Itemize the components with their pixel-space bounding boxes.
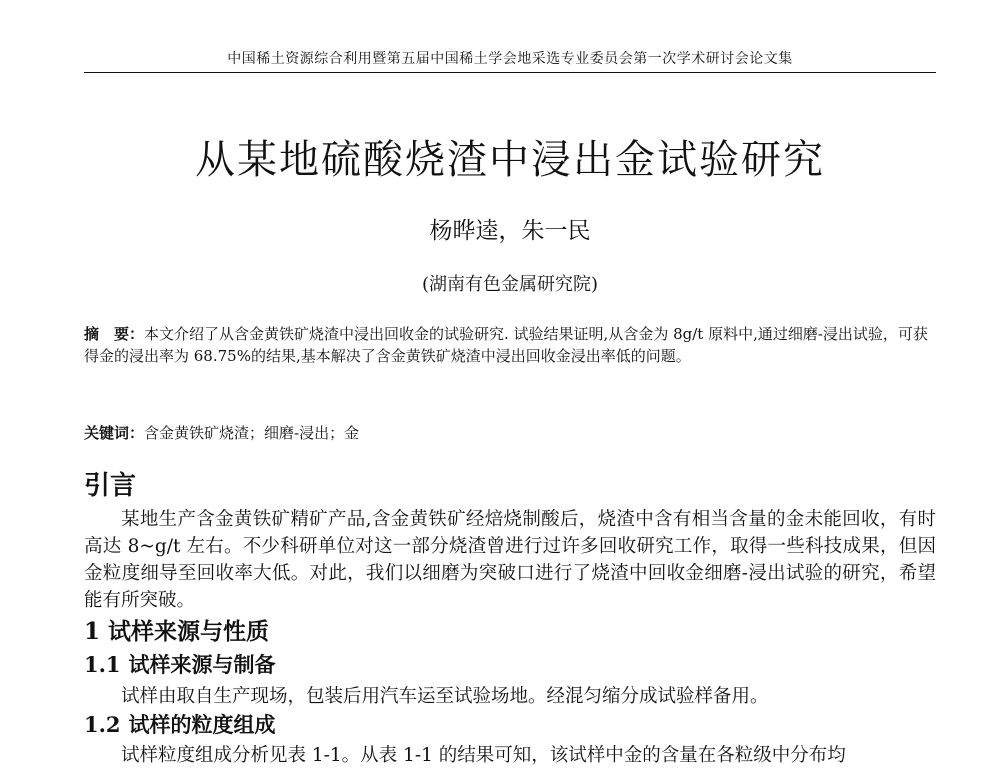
abstract-text: 本文介绍了从含金黄铁矿烧渣中浸出回收金的试验研究. 试验结果证明,从含金为 8g/t 原料中,通过细磨-浸出试验，可获得金的浸出率为 68.75%的结果,基本解决了含金黄铁矿烧渣中浸出回收金浸出率低的问题。 [84, 325, 928, 365]
running-header: 中国稀土资源综合利用暨第五届中国稀土学会地采选专业委员会第一次学术研讨会论文集 [227, 51, 793, 67]
section-1-2-number: 1.2 [84, 712, 121, 737]
keywords-text: 含金黄铁矿烧渣；细磨-浸出；金 [144, 424, 360, 442]
section-1-2-heading [84, 711, 276, 739]
intro-heading: 引言 [84, 471, 137, 501]
section-1-1-heading [84, 651, 276, 679]
section-1-2-paragraph: 试样粒度组成分析见表 1-1。从表 1-1 的结果可知，该试样中金的含量在各粒级中分布均 [121, 745, 846, 766]
section-1-number: 1 [84, 618, 101, 645]
section-1-1-paragraph: 试样由取自生产现场，包装后用汽车运至试验场地。经混匀缩分成试验样备用。 [121, 686, 769, 707]
section-1-heading [84, 617, 269, 647]
authors: 杨晔逵，朱一民 [429, 218, 591, 244]
abstract [84, 323, 936, 367]
section-1-2-title: 试样的粒度组成 [128, 712, 276, 737]
header-rule [84, 72, 936, 73]
paper-title: 从某地硫酸烧渣中浸出金试验研究 [195, 137, 825, 183]
abstract-label: 摘 要： [84, 325, 145, 343]
section-1-1-title: 试样来源与制备 [128, 652, 276, 677]
affiliation: (湖南有色金属研究院) [421, 274, 599, 295]
keywords [84, 422, 936, 444]
section-1-title: 试样来源与性质 [108, 618, 270, 645]
keywords-label: 关键词： [84, 424, 145, 442]
section-1-1-number: 1.1 [84, 652, 121, 677]
intro-paragraph: 某地生产含金黄铁矿精矿产品,含金黄铁矿经焙烧制酸后，烧渣中含有相当含量的金未能回收，有时高达 8~g/t 左右。不少科研单位对这一部分烧渣曾进行过许多回收研究工作，取得一些科技成果，但因金粒度细导至回收率大低。对此，我们以细磨为突破口进行了烧渣中回收金细磨-浸出试验的研究，希望能有所突破。 [84, 509, 936, 611]
